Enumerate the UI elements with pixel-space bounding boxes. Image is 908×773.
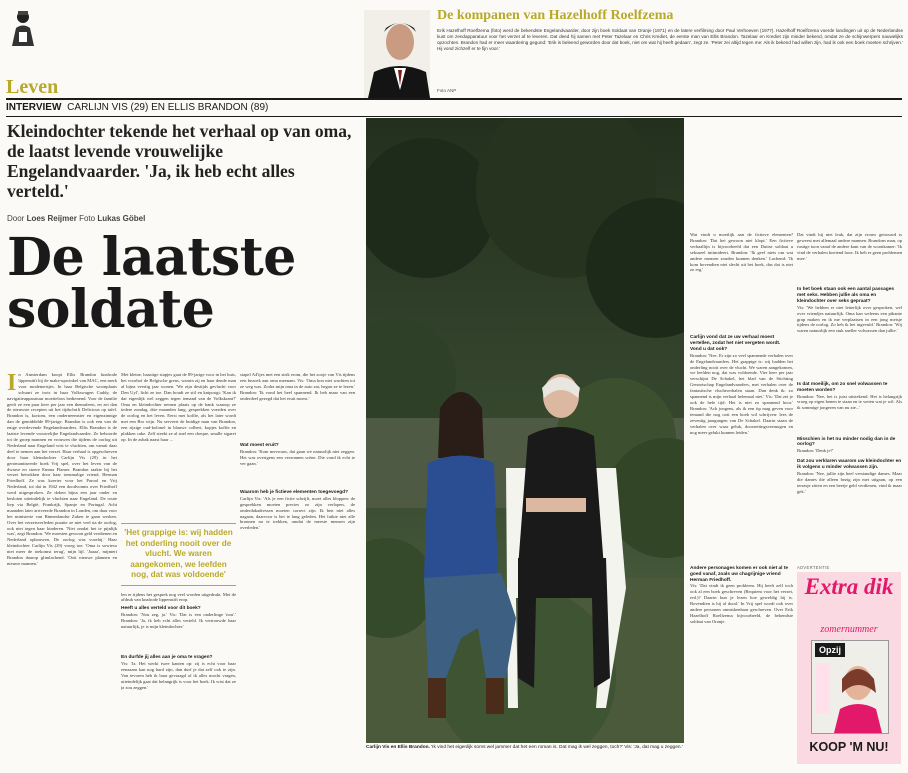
column-1-body: n Amsterdam koopt Ellis Brandon knalrode lippenstift bij de make-upwinkel van MAC, een merk voor modemeisjes. In haar Belgische woonplaats schuurt ze trots in haar Volkswagen Caddy, de navigatieapparatuur moeiteloos bedienend. Voor de familie geeft ze een paar keer per jaar een themafeest, en zet dan de nieuwste recepten uit het tijdschrift Delicious op tafel. Brandon is, kortom, een onderneemster en eigenzinnige dan de gemiddelde 89-jarige. Brandon is ook een van de enige overlevende Engelandvaarders. Ellis Brandon is de laatste levende vrouwelijke Engelandvaarder. Ze behoorde tot de groep mannen en vrouwen die tijdens de oorlog uit Nederland naar Engeland wist te vluchten, om vanuit daar deel te nemen aan het verzet. Haar verhaal is opgeschreven door haar kleindochter Carlijn Vis (29) in het geromantiseerde boek Vrij spel, over het leven van de dwarse en stoere Emma Flamer. Brandon raakte bij het verzet betrokken door haar toenmalige vriend, Herman Friedhoff. Ze was koerier voor het Parool en Vrij Nederland, tot dat in 1942 een doodvonnis over Friedhoff werd uitgesproken. Ze doken bijna een jaar onder en besloten uiteindelijk te vluchten naar Engeland. De route liep via België, Frankrijk, Spanje en Portugal. Acht maanden later arriveerde Brandon in Londen, om daar voor het ministerie van Binnenlandse Zaken te gaan werken. Over het verzetsverleden praatte ze niet veel na de oorlog, ook niet tegen haar kinderen. 'Niet omdat het te pijnlijk was', zegt Brandon. 'We moesten gewoon geld verdienen en Nederland opbouwen. De oorlog was voorbij.' Haar kleindochter Carlijn Vis (29) vroeg toe: 'Oma is sowieso niet meer de toekomst terug', mijn lijf. 'Jaaaa', mijmert Brandon daarop glimlachend. 'Ooit nieuwe plannen en nieuwe mannen.' <box>7 372 117 566</box>
headline: De laatste soldate <box>7 227 296 340</box>
question-11: Dat zou verklaren waarom uw kleindochter en ik volgens u minder volwassen zijn. <box>797 459 902 471</box>
ad-label: ADVERTENTIE <box>797 565 830 570</box>
cover-model-image <box>812 641 888 733</box>
question-8: In het boek staan ook een aantal passages met seks. Hebben jullie als oma en kleindochter over seks gepraat? <box>797 287 895 304</box>
answer-10: Brandon: 'Denk je?' <box>797 448 834 454</box>
answer-3: Brandon: 'Nou zeg, ja.' Vis: 'Dat is een onderlinge 'nou'.' Brandon: 'Ja, ik heb echt alles verteld. Ik vertrouwde haar natuurlijk, je is mijn kleindochter.' <box>121 612 236 630</box>
article-column-1 <box>7 372 117 762</box>
interview-kicker <box>6 102 268 113</box>
column-3-text: stapel A4'tjes met een strik erom, die het zooje van Vis tijdens een bezoek aan oma meenam. Vis: 'Oma kon niet wachten tot ze weg was. Zodra mijn oma in de auto zat, begon ze te lezen.' Brandon: 'Ik vond het heel spannend. Ik heb maar van een onderdeel gezegd dat het eruit moest.' <box>240 372 355 401</box>
section-icon <box>8 8 38 48</box>
column-4-text: Carlijn Vis: 'Als je een fictie schrijft, moet alles kloppen: de gesprekken moeten precies zo zijn verlopen, de onderdakadressen moeten correct zijn. Ik ben niet alles nagaan, daarvoor is het te lang geleden. Het luikte niet alle bronnen na te trekken, omdat de meeste mensen zijn overleden.' <box>240 495 355 531</box>
byline-foto: Foto <box>79 214 96 223</box>
question-3: Heeft u alles verteld voor dit boek? <box>121 606 201 612</box>
answer-11: Brandon: 'Nee, jullie zijn heel verstandige dames. Maar die dames die alleen bezig zijn met uitgaan, op een terrasje zitten en een beetje geld verdienen, vind ik maar gek.' <box>797 471 902 494</box>
question-1: Wat moest eruit? <box>240 443 279 448</box>
ad-subtitle: zomernummer <box>820 624 878 635</box>
caption-quote: 'Ik vind het eigenlijk soms wel jammer dat het een roman is. Dat mag ik wel zeggen, toch?' Vis: 'Ja, dat mag u zeggen.' <box>431 745 683 750</box>
dropcap: I <box>7 372 17 396</box>
answer-5: Brandon: 'Nee. Er zijn zo veel spannende verhalen over de Engelandvaarders. Het grappige is: wij hadden het onderling nooit over de vlucht. We waren aangekomen, we leefden nog, dat was voldoende. Vier keer per jaar verschijnt De Schakel, het blad van de Stichting Genootschap Engelandvaarders, met verhalen over de fantastische vluchtverhalen staan. Dan denk ik: zo spannend is mijn verhaal helemaal niet.' Vis: 'Dat zei je ook de hele tijd: Het is niet zo spannend hoor.' Brandon: 'Ach jongens, als ik een tip mag geven voor iemand die nog ooit een boek wil schrijven: lees de zeventig jaargangen van De Schakel. Daarin staan de verhalen over waar geluk, doorzettingsvermogen en nog meer gelukt kunnen leiden.' <box>690 352 793 435</box>
ad-box[interactable] <box>797 572 901 764</box>
photo-caption <box>366 745 684 751</box>
column-2-text: Met kleine, haastige stapjes gaat de 89-jarige voor in het huis, het voorhof de Belgische grens, waarin zij en haar dende man al bijna veertig jaar wonen. 'We zijn destijds gevlucht voor Den Uyl', licht ze toe. Dan houdt ze stil en knipoogt: 'Kan ik dat eigenlijk wel zeggen tegen iemand van de Volkskrant?' Oma en kleindochter nemen plaats op de bank waarop ze iedere zondag, drie maanden lang, gesprekken voerden over de oorlog en het leven. Eerst met koffie, als het later wordt met een Bro wijn. Nu serveert de buidige man van Brandon, een rijzige oud-kolonel in blauwe colbert, kopjes koffie en plakken cake. Zelf steekt ze al snel een cheque, smalle sigaret op. In de asbak naast haar ... <box>121 372 236 442</box>
article-column-6 <box>797 232 902 562</box>
question-10: Misschien is het nu minder nodig dan in de oorlog? <box>797 436 896 448</box>
article-column-5 <box>690 232 793 757</box>
ad-magazine-cover <box>811 640 889 734</box>
pullquote-text: 'Het grappige is: wij hadden het onderling nooit over de vlucht. We waren aangekomen, we leefden nog, dat was voldoende' <box>124 528 233 579</box>
column-5-text: Wat vindt u moeilijk aan de fictieve elementen? Brandon: 'Dat het gewoon niet klopt.' Een fictieve verhaallijn is bijvoorbeeld dat een Duitse soldaat u seksueel intimideert. Brandon: 'Ik geef niets om wat andere mensen zouden kunnen denken.' Lachend: 'Ik kom bovendien niet slecht uit het boek, dus dat is niet zo erg.' <box>690 232 793 273</box>
answer-6: Vis: 'Dat vindt ik geen probleem. Hij heeft zelf toch ook al een boek geschreven (Requiem voor het verzet, red.)? Daarin kun je lezen hoe geweldig hij is. Bovendien is hij al dood.' In Vrij spel wordt ook over andere personen onmiskenbaar geschreven. Over Erik Hazelhoff Roelfzema bijvoorbeeld, de bekendste soldaat van Oranje. <box>690 583 793 624</box>
ad-cta-button[interactable]: KOOP 'M NU! <box>809 740 889 754</box>
question-9: Is dat moeilijk, om zo snel volwassen te moeten worden? <box>797 381 888 393</box>
header-rule-2 <box>6 116 902 117</box>
byline-author: Loes Reijmer <box>26 214 77 223</box>
caption-names: Carlijn Vis en Ellis Brandon. <box>366 745 430 750</box>
column-1-text <box>7 372 117 567</box>
question-4: En durfde jij alles aan je oma te vragen? <box>121 655 213 661</box>
article-column-3 <box>240 372 355 762</box>
sidebar-photo <box>364 10 430 98</box>
ad-title: Extra dik <box>804 574 894 599</box>
sidebar-photo-credit: Foto ANP <box>437 88 457 93</box>
article-column-2 <box>121 372 236 762</box>
question-2: Waarom heb je fictieve elementen toegevoegd? <box>240 489 349 495</box>
ad-magazine-name: Opzij <box>815 643 845 657</box>
byline-photographer: Lukas Göbel <box>97 214 146 223</box>
column-6-text: Dat vindt hij niet leuk, dat zijn vrouw getrouwd is geweest met allemaal andere mannen. Brandons man, op rustige toon vanaf de andere kant van de woonkamer: 'Ik vind de verhalen boeiend hoor. Ik heb er geen problemen mee.' <box>797 232 902 261</box>
byline-door: Door <box>7 214 25 223</box>
question-5: Carlijn vond dat ze uw verhaal moest vertellen, zodat het niet vergeten wordt. Vond u dat ook? <box>690 335 781 352</box>
column-2b-text: len er tijdens het gesprek nog veel worden uitgedrukt. Met de afdruk van knalrode lippenstift erop. <box>121 591 236 603</box>
sidebar-title: De kompanen van Hazelhoff Roelfzema <box>437 8 674 23</box>
section-label: Leven <box>6 76 59 98</box>
question-6: Andere personages komen er ook niet al te goed vanaf, zoals uw chagrijnige vriend Herman Friedhoff. <box>690 565 789 583</box>
answer-4: Vis: 'Ja. Het werkt twee kanten op: zij is echt voor haar eenzaam kan nog hard zijn, dan durf je dat zelf ook te zijn. Van tevoren heb ik haar gevraagd of ik alles mocht vragen, uiteindelijk gaat dat belangrijk is voor het boek. Ik wist dat ze ja zou zeggen.' <box>121 661 236 690</box>
kicker-names: CARLIJN VIS (29) EN ELLIS BRANDON (89) <box>67 102 269 113</box>
answer-1: Brandon: 'Kom mevrouw, dat gaan we natuurlijk niet zeggen. Het was overigens een verzonnen scène. Die vond ik echt te ver gaan.' <box>240 448 355 466</box>
answer-8: Vis: 'We hebben er niet letterlijk over gesproken, wel over vriendjes natuurlijk. Oma kan weleens een pikante grap maken en ik me verplaatsen in een jong meisje tijdens de oorlog. Zo heb ik het ingevuld.' Brandon: 'Wij waren natuurlijk een stuk sneller volwassen dan jullie.' <box>797 304 902 334</box>
byline <box>7 214 145 223</box>
header-rule <box>6 98 902 100</box>
kicker-label: INTERVIEW <box>6 102 62 113</box>
pullquote <box>121 523 236 586</box>
intro-text: Kleindochter tekende het verhaal op van oma, de laatst levende vrouwelijke Engelandvaarder. 'Ja, ik heb echt alles verteld.' <box>7 121 352 201</box>
answer-9: Brandon: 'Nee, het is juist uitstekend. Het is belangrijk vroeg op eigen benen te staan en te weten wat je wil. Als ik sommige jongeren van nu zie...' <box>797 393 902 411</box>
main-photo <box>366 118 684 743</box>
sidebar-body: Erik Hazelhoff Roelfzema (foto) werd de bekendste Engelandvaarder, door zijn boek Soldaat van Oranje (1971) en de latere verfilming door Paul Verhoeven (1977). Hazelhoff Roelfzema voerde landingen uit op de Nederlandse kust om zendapparatuur voor het verzet af te leveren. Dat deed hij samen met Peter Tazelaar en Chris Krediet, de eerste man van Ellis Brandon. Tazelaar en Krediet zijn minder bekend, omdat ze de schijnwerpers nauwelijks opzochten. Brandon had er meer waardering gegund: 'Erik is beleend geworden door dat boek, niet om wat hij heeft gedaan', zegt ze. 'Peter zei altijd tegen me: Als ik bekend had willen zijn, had ik ook een boek moeten schrijven.' Hij vond zichzelf er te fijn voor.' <box>437 28 903 51</box>
